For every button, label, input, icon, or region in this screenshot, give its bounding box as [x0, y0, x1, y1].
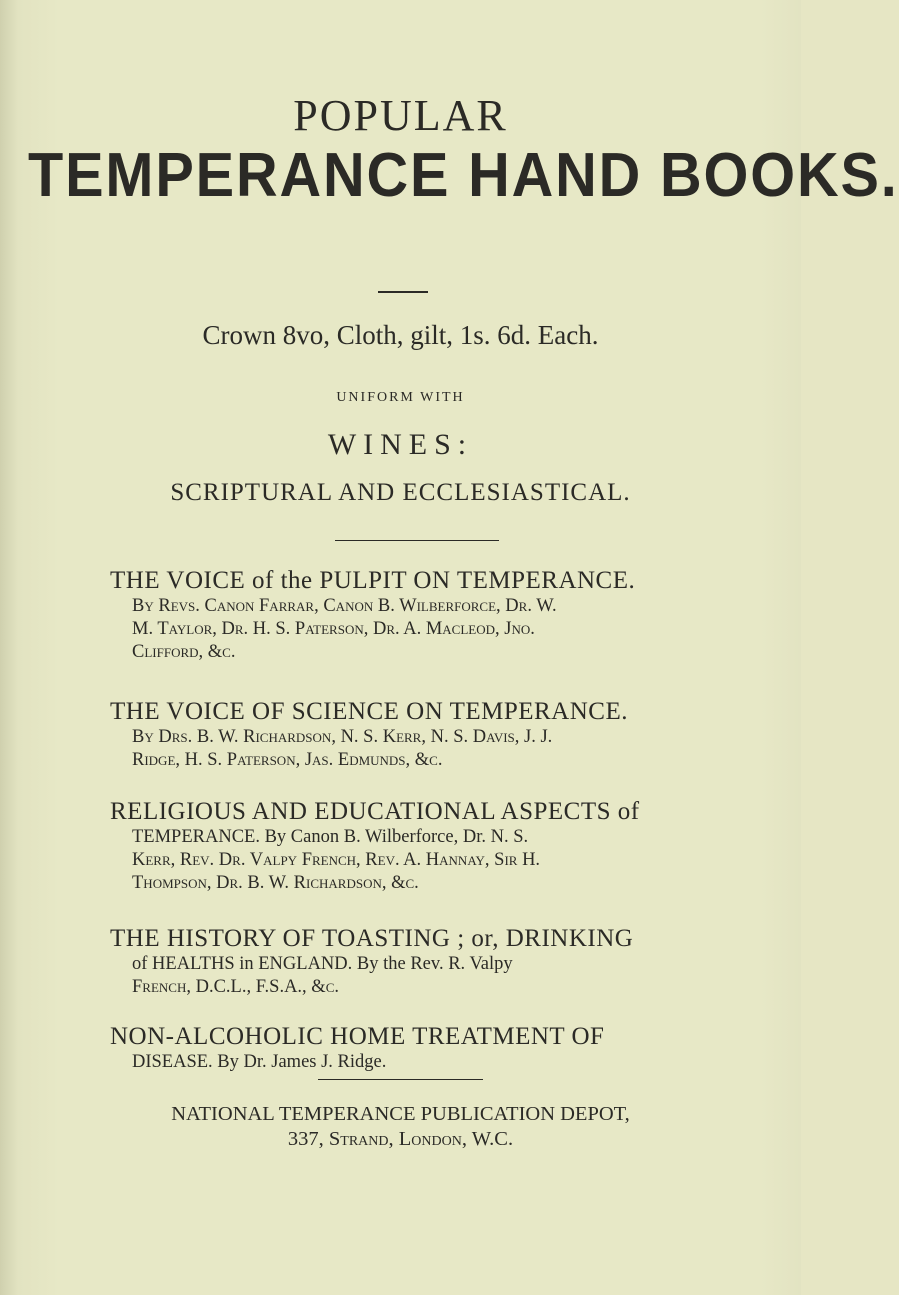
publisher-name: NATIONAL TEMPERANCE PUBLICATION DEPOT, — [171, 1103, 630, 1125]
divider-rule — [335, 540, 499, 541]
book-authors-line: DISEASE. By Dr. James J. Ridge. — [132, 1052, 387, 1072]
uniform-with: UNIFORM WITH — [336, 390, 465, 405]
book-authors-line: of HEALTHS in ENGLAND. By the Rev. R. Valpy — [132, 954, 513, 974]
book-title: THE HISTORY OF TOASTING ; or, DRINKING — [110, 925, 634, 952]
book-authors-line: French, D.C.L., F.S.A., &c. — [132, 977, 339, 997]
main-heading: TEMPERANCE HAND BOOKS. — [28, 141, 899, 210]
divider-rule — [318, 1079, 483, 1080]
publisher-address: 337, Strand, London, W.C. — [287, 1128, 514, 1150]
book-authors-line: Kerr, Rev. Dr. Valpy French, Rev. A. Hannay, Sir H. — [132, 850, 541, 870]
book-title: THE VOICE OF SCIENCE ON TEMPERANCE. — [110, 698, 628, 725]
book-authors-line: By Drs. B. W. Richardson, N. S. Kerr, N. S. Davis, J. J. — [132, 727, 553, 747]
wines-title: WINES: — [327, 428, 474, 461]
book-authors-line: Thompson, Dr. B. W. Richardson, &c. — [132, 873, 419, 893]
book-entry — [110, 698, 750, 772]
format-price: Crown 8vo, Cloth, gilt, 1s. 6d. Each. — [202, 320, 599, 350]
book-title: NON-ALCOHOLIC HOME TREATMENT OF — [110, 1023, 605, 1050]
book-authors-line: Ridge, H. S. Paterson, Jas. Edmunds, &c. — [132, 750, 443, 770]
wines-subtitle: SCRIPTURAL AND ECCLESIASTICAL. — [170, 479, 631, 506]
book-authors-line: M. Taylor, Dr. H. S. Paterson, Dr. A. Macleod, Jno. — [132, 619, 535, 639]
book-authors-line: TEMPERANCE. By Canon B. Wilberforce, Dr. N. S. — [132, 827, 529, 847]
book-entry — [110, 798, 750, 895]
book-title: RELIGIOUS AND EDUCATIONAL ASPECTS of — [110, 798, 640, 825]
divider-rule — [378, 291, 428, 293]
book-entry — [110, 925, 750, 999]
book-entry — [110, 1023, 750, 1074]
header-popular: POPULAR — [293, 91, 508, 140]
book-authors-line: By Revs. Canon Farrar, Canon B. Wilberforce, Dr. W. — [132, 596, 557, 616]
book-title: THE VOICE of the PULPIT ON TEMPERANCE. — [110, 567, 636, 594]
book-authors-line: Clifford, &c. — [132, 642, 236, 662]
book-entry — [110, 567, 750, 664]
